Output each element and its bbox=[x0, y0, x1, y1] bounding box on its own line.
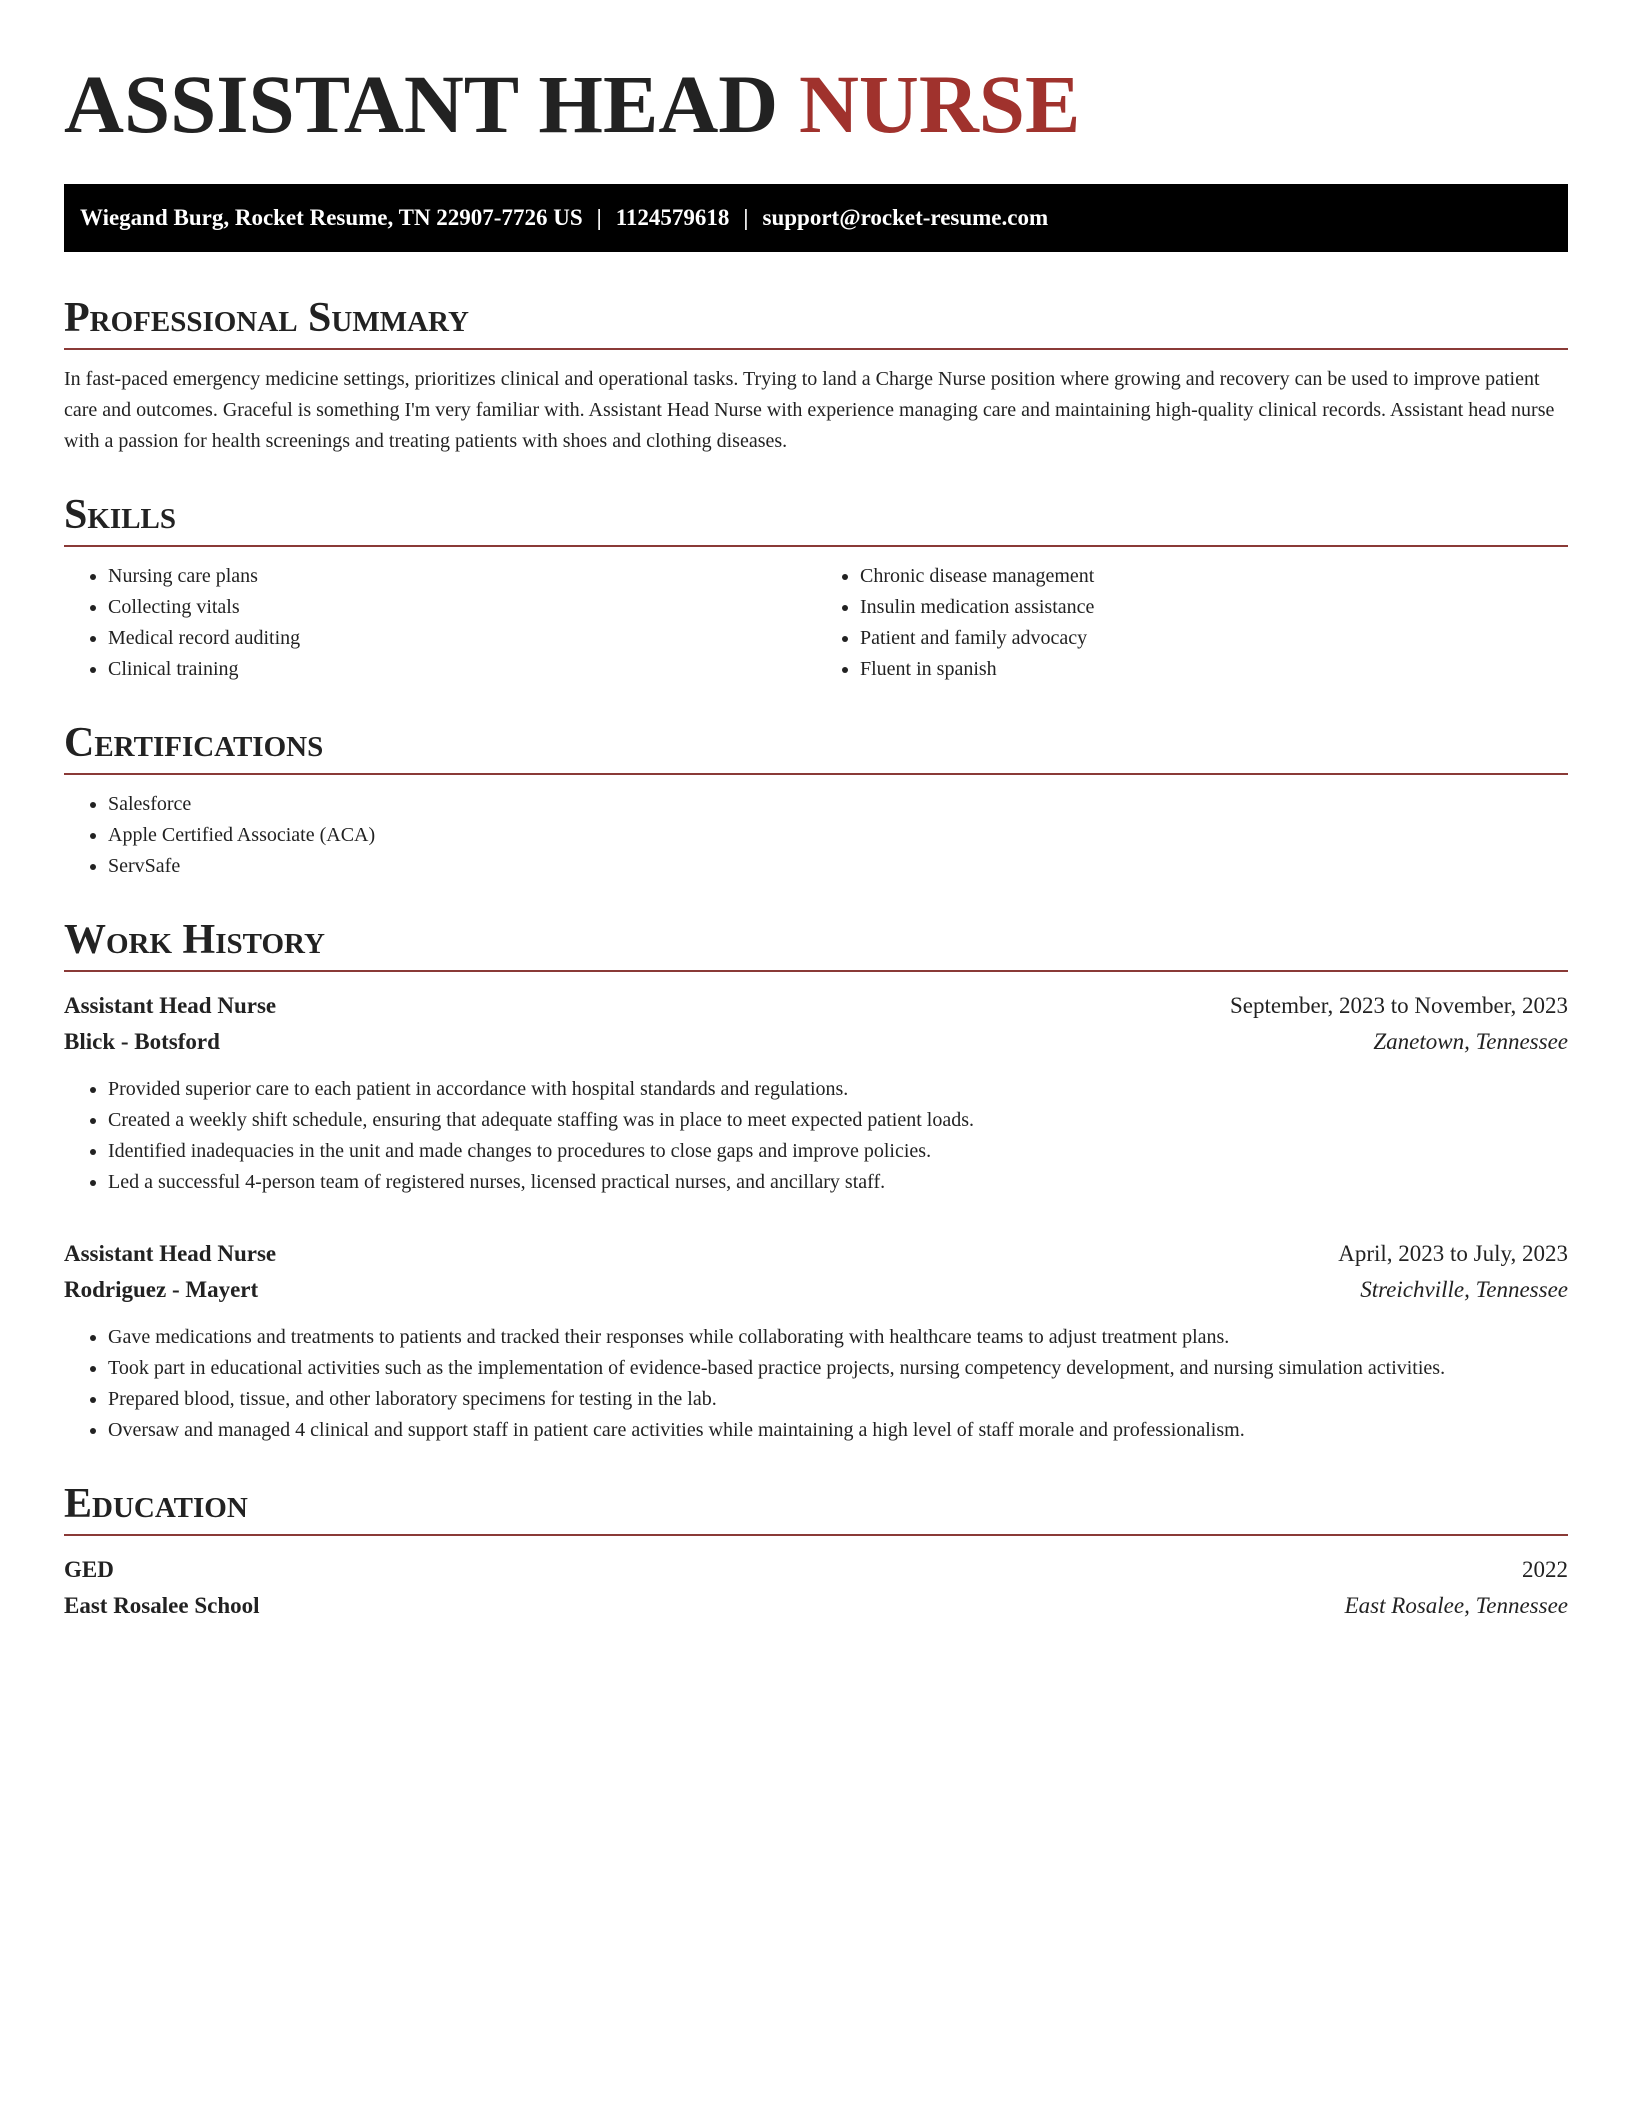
skills-list-left bbox=[64, 561, 816, 685]
contact-separator: | bbox=[743, 205, 749, 230]
job-role: Assistant Head Nurse bbox=[64, 993, 277, 1018]
education-year: 2022 bbox=[1522, 1557, 1568, 1582]
education-header-row bbox=[64, 1552, 1568, 1588]
job-company-row bbox=[64, 1024, 1568, 1060]
skill-item: • Fluent in spanish bbox=[860, 654, 1568, 685]
skill-item: • Collecting vitals bbox=[108, 592, 816, 623]
job-company: Blick - Botsford bbox=[64, 1029, 220, 1054]
certification-item: • ServSafe bbox=[108, 851, 1568, 882]
job-dates: September, 2023 to November, 2023 bbox=[1230, 993, 1568, 1018]
skill-item: • Clinical training bbox=[108, 654, 816, 685]
contact-address: Wiegand Burg, Rocket Resume, TN 22907-7726 US bbox=[80, 205, 583, 230]
work-history-heading: Work History bbox=[64, 917, 325, 963]
job-company-row bbox=[64, 1272, 1568, 1308]
job-bullet: • Gave medications and treatments to patients and tracked their responses while collaborating with healthcare teams to adjust treatment plans. bbox=[108, 1322, 1568, 1353]
job-entry bbox=[64, 988, 1568, 1198]
summary-text: In fast-paced emergency medicine settings, prioritizes clinical and operational tasks. Trying to land a Charge Nurse position where growing and recovery can be used to improve patient care and outcomes. Graceful is something I'm very familiar with. Assistant Head Nurse with experience managing care and maintaining high-quality clinical records. Assistant head nurse with a passion for health screenings and treating patients with shoes and clothing diseases. bbox=[64, 368, 1555, 452]
skill-item: • Chronic disease management bbox=[860, 561, 1568, 592]
job-bullet: • Oversaw and managed 4 clinical and support staff in patient care activities while maintaining a high level of staff morale and professionalism. bbox=[108, 1415, 1568, 1446]
title-accent: NURSE bbox=[798, 58, 1081, 150]
job-bullet: • Identified inadequacies in the unit and made changes to procedures to close gaps and improve policies. bbox=[108, 1136, 1568, 1167]
skill-item: • Patient and family advocacy bbox=[860, 623, 1568, 654]
summary-heading: Professional Summary bbox=[64, 295, 469, 341]
section-divider bbox=[64, 970, 1568, 972]
education-school: East Rosalee School bbox=[64, 1593, 260, 1618]
job-bullets bbox=[64, 1074, 1568, 1198]
job-entry bbox=[64, 1236, 1568, 1446]
contact-bar bbox=[64, 184, 1568, 252]
skills-list-right bbox=[816, 561, 1568, 685]
contact-separator: | bbox=[596, 205, 602, 230]
certifications-heading: Certifications bbox=[64, 720, 324, 766]
skill-item: • Medical record auditing bbox=[108, 623, 816, 654]
job-header-row bbox=[64, 988, 1568, 1024]
job-bullets bbox=[64, 1322, 1568, 1446]
certification-item: • Salesforce bbox=[108, 789, 1568, 820]
skills-heading: Skills bbox=[64, 492, 177, 538]
title-main: ASSISTANT HEAD bbox=[64, 58, 799, 150]
skill-item: • Nursing care plans bbox=[108, 561, 816, 592]
contact-phone: 1124579618 bbox=[615, 205, 730, 230]
job-location: Streichville, Tennessee bbox=[1360, 1277, 1568, 1302]
section-divider bbox=[64, 773, 1568, 775]
education-location: East Rosalee, Tennessee bbox=[1344, 1593, 1568, 1618]
contact-email[interactable]: support@rocket-resume.com bbox=[762, 205, 1049, 230]
job-bullet: • Prepared blood, tissue, and other laboratory specimens for testing in the lab. bbox=[108, 1384, 1568, 1415]
job-company: Rodriguez - Mayert bbox=[64, 1277, 259, 1302]
resume-title bbox=[64, 56, 1568, 152]
skills-grid bbox=[64, 547, 1568, 685]
education-school-row bbox=[64, 1588, 1568, 1624]
job-location: Zanetown, Tennessee bbox=[1373, 1029, 1568, 1054]
section-divider bbox=[64, 348, 1568, 350]
job-bullet: • Created a weekly shift schedule, ensuring that adequate staffing was in place to meet expected patient loads. bbox=[108, 1105, 1568, 1136]
skill-item: • Insulin medication assistance bbox=[860, 592, 1568, 623]
certification-item: • Apple Certified Associate (ACA) bbox=[108, 820, 1568, 851]
job-bullet: • Provided superior care to each patient in accordance with hospital standards and regulations. bbox=[108, 1074, 1568, 1105]
certifications-list bbox=[64, 789, 1568, 882]
education-degree: GED bbox=[64, 1557, 114, 1582]
job-dates: April, 2023 to July, 2023 bbox=[1338, 1241, 1568, 1266]
education-heading: Education bbox=[64, 1481, 248, 1527]
job-bullet: • Took part in educational activities such as the implementation of evidence-based practice projects, nursing competency development, and nursing simulation activities. bbox=[108, 1353, 1568, 1384]
job-header-row bbox=[64, 1236, 1568, 1272]
job-bullet: • Led a successful 4-person team of registered nurses, licensed practical nurses, and ancillary staff. bbox=[108, 1167, 1568, 1198]
job-role: Assistant Head Nurse bbox=[64, 1241, 277, 1266]
section-divider bbox=[64, 1534, 1568, 1536]
